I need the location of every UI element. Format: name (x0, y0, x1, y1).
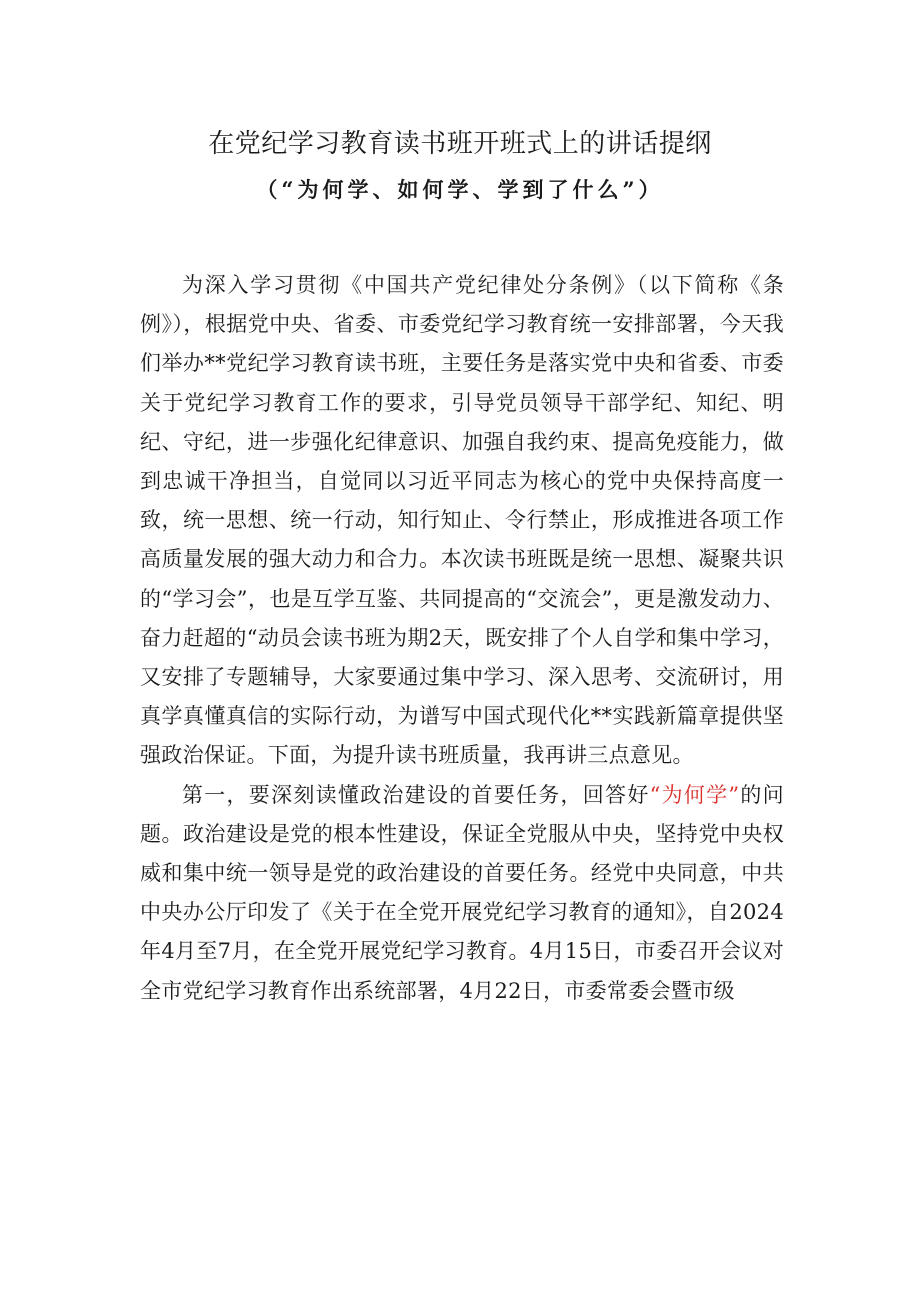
paragraph-intro: 为深入学习贯彻《中国共产党纪律处分条例》（以下简称《条例》），根据党中央、省委、市委党纪学习教育统一安排部署，今天我们举办**党纪学习教育读书班，主要任务是落实党中央和省委、市委关于党纪学习教育工作的要求，引导党员领导干部学纪、知纪、明纪、守纪，进一步强化纪律意识、加强自我约束、提高免疫能力，做到忠诚干净担当，自觉同以习近平同志为核心的党中央保持高度一致，统一思想、统一行动，知行知止、令行禁止，形成推进各项工作高质量发展的强大动力和合力。本次读书班既是统一思想、凝聚共识的“学习会”，也是互学互鉴、共同提高的“交流会”，更是激发动力、奋力赶超的“动员会读书班为期2天，既安排了个人自学和集中学习，又安排了专题辅导，大家要通过集中学习、深入思考、交流研讨，用真学真懂真信的实际行动，为谱写中国式现代化**实践新篇章提供坚强政治保证。下面，为提升读书班质量，我再讲三点意见。 (140, 273, 784, 768)
document-title: 在党纪学习教育读书班开班式上的讲话提纲 (208, 129, 712, 159)
paragraph-first-point (140, 776, 784, 1011)
highlight-why-learn: “为何学” (649, 782, 740, 807)
paragraph-first-point-rest: 的问题。政治建设是党的根本性建设，保证全党服从中央，坚持党中央权威和集中统一领导是党的政治建设的首要任务。经党中央同意，中共中央办公厅印发了《关于在全党开展党纪学习教育的通知》，自2024年4月至7月，在全党开展党纪学习教育。4月15日，市委召开会议对全市党纪学习教育作出系统部署，4月22日，市委常委会暨市级 (140, 782, 784, 1003)
paragraph-first-point-lead: 第一，要深刻读懂政治建设的首要任务，回答好 (182, 782, 650, 807)
document-subtitle: （“为何学、如何学、学到了什么”） (256, 177, 664, 202)
document-body (140, 266, 784, 1011)
